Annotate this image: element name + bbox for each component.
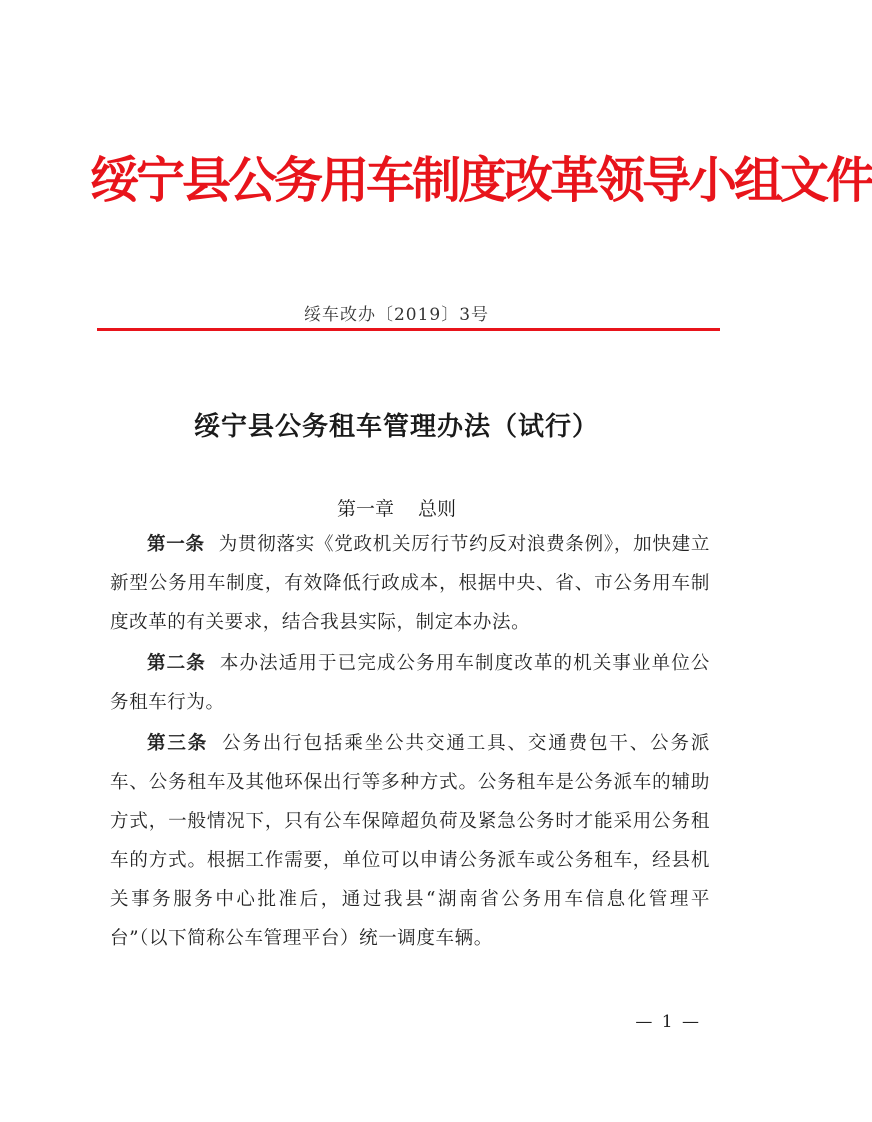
article-label: 第一条 [147, 534, 205, 555]
article-paragraph [110, 724, 710, 958]
article-text: 本办法适用于已完成公务用车制度改革的机关事业单位公务租车行为。 [110, 653, 710, 713]
document-body [110, 525, 710, 960]
article-label: 第三条 [147, 733, 209, 754]
article-text: 公务出行包括乘坐公共交通工具、交通费包干、公务派车、公务租车及其他环保出行等多种方式。公务租车是公务派车的辅助方式，一般情况下，只有公车保障超负荷及紧急公务时才能采用公务租车的方式。根据工作需要，单位可以申请公务派车或公务租车，经县机关事务服务中心批准后，通过我县“湖南省公务用车信息化管理平台”（以下简称公车管理平台）统一调度车辆。 [110, 733, 710, 949]
article-paragraph [110, 525, 710, 642]
red-divider-line [97, 328, 720, 331]
article-paragraph [110, 644, 710, 722]
issuer-header-title: 绥宁县公务用车制度改革领导小组文件 [90, 151, 872, 209]
chapter-heading [0, 494, 793, 521]
article-text: 为贯彻落实《党政机关厉行节约反对浪费条例》，加快建立新型公务用车制度，有效降低行政成本，根据中央、省、市公务用车制度改革的有关要求，结合我县实际，制定本办法。 [110, 534, 710, 633]
chapter-number: 第一章 [336, 498, 394, 520]
document-title: 绥宁县公务租车管理办法（试行） [193, 412, 599, 442]
chapter-name: 总则 [418, 498, 457, 520]
article-label: 第二条 [147, 653, 206, 674]
document-number: 绥车改办〔2019〕3号 [303, 305, 490, 325]
page-number: — 1 — [635, 1012, 701, 1032]
